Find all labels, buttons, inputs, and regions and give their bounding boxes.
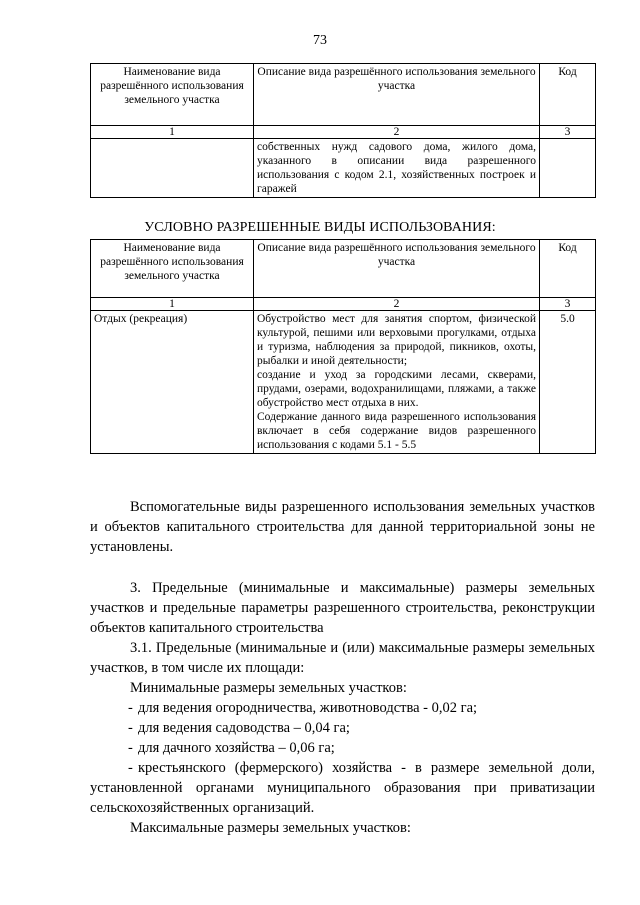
header-description: Описание вида разрешённого использования земельного участка [254, 240, 540, 298]
col-number-2: 2 [254, 126, 540, 139]
header-code: Код [540, 64, 596, 126]
description-part-3: Содержание данного вида разрешенного использования включает в себя содержание видов разрешенного использования с кодами 5.1 - 5.5 [257, 411, 536, 451]
list-item-text: для дачного хозяйства – 0,06 га; [138, 740, 335, 756]
list-item-text: для ведения огородничества, животноводства - 0,02 га; [138, 700, 478, 716]
list-item [90, 738, 595, 758]
dash-marker: - [128, 740, 133, 756]
header-name: Наименование вида разрешённого использования земельного участка [91, 240, 254, 298]
header-code: Код [540, 240, 596, 298]
list-item [90, 718, 595, 738]
col-number-1: 1 [91, 298, 254, 311]
row-description [254, 311, 540, 454]
section-3-paragraph: 3. Предельные (минимальные и максимальные) размеры земельных участков и предельные параметры разрешенного строительства, реконструкции объектов капитального строительства [90, 580, 595, 636]
dash-marker: - [128, 700, 133, 716]
row-description: собственных нужд садового дома, жилого дома, указанного в описании вида разрешенного использования с кодом 2.1, хозяйственных построек и гаражей [254, 139, 540, 198]
limits-section [90, 578, 595, 838]
permitted-use-table [90, 63, 596, 198]
page-number: 73 [313, 33, 327, 48]
description-part-2: создание и уход за городскими лесами, скверами, прудами, озерами, водохранилищами, пляжами, а также обустройство мест отдыха в них. [257, 369, 536, 409]
auxiliary-paragraph: Вспомогательные виды разрешенного использования земельных участков и объектов капитального строительства для данной территориальной зоны не установлены. [90, 499, 595, 555]
header-name: Наименование вида разрешённого использования земельного участка [91, 64, 254, 126]
section-3-1-paragraph: 3.1. Предельные (минимальные и (или) максимальные размеры земельных участков, в том числе их площади: [90, 640, 595, 676]
dash-marker: - [128, 760, 133, 776]
max-sizes-heading: Максимальные размеры земельных участков: [130, 820, 411, 836]
table-number-row [91, 298, 596, 311]
list-item [90, 758, 595, 818]
conditional-use-table [90, 239, 596, 454]
table-row [91, 311, 596, 454]
header-description: Описание вида разрешённого использования земельного участка [254, 64, 540, 126]
col-number-3: 3 [540, 126, 596, 139]
min-sizes-heading: Минимальные размеры земельных участков: [130, 680, 407, 696]
auxiliary-paragraph-block [90, 497, 595, 557]
list-item [90, 698, 595, 718]
dash-marker: - [128, 720, 133, 736]
table-header-row [91, 240, 596, 298]
row-code [540, 139, 596, 198]
row-name: Отдых (рекреация) [91, 311, 254, 454]
row-name [91, 139, 254, 198]
list-item-text: для ведения садоводства – 0,04 га; [138, 720, 350, 736]
col-number-3: 3 [540, 298, 596, 311]
table-row [91, 139, 596, 198]
description-part-1: Обустройство мест для занятия спортом, физической культурой, пешими или верховыми прогулками, отдыха и туризма, наблюдения за природой, пикников, охоты, рыбалки и иной деятельности; [257, 313, 536, 367]
table-header-row [91, 64, 596, 126]
table-number-row [91, 126, 596, 139]
col-number-1: 1 [91, 126, 254, 139]
section-heading: УСЛОВНО РАЗРЕШЕННЫЕ ВИДЫ ИСПОЛЬЗОВАНИЯ: [144, 220, 496, 235]
list-item-text: крестьянского (фермерского) хозяйства - в размере земельной доли, установленной органами муниципального образования при приватизации сельскохозяйственных организаций. [90, 760, 595, 816]
col-number-2: 2 [254, 298, 540, 311]
row-code: 5.0 [540, 311, 596, 454]
